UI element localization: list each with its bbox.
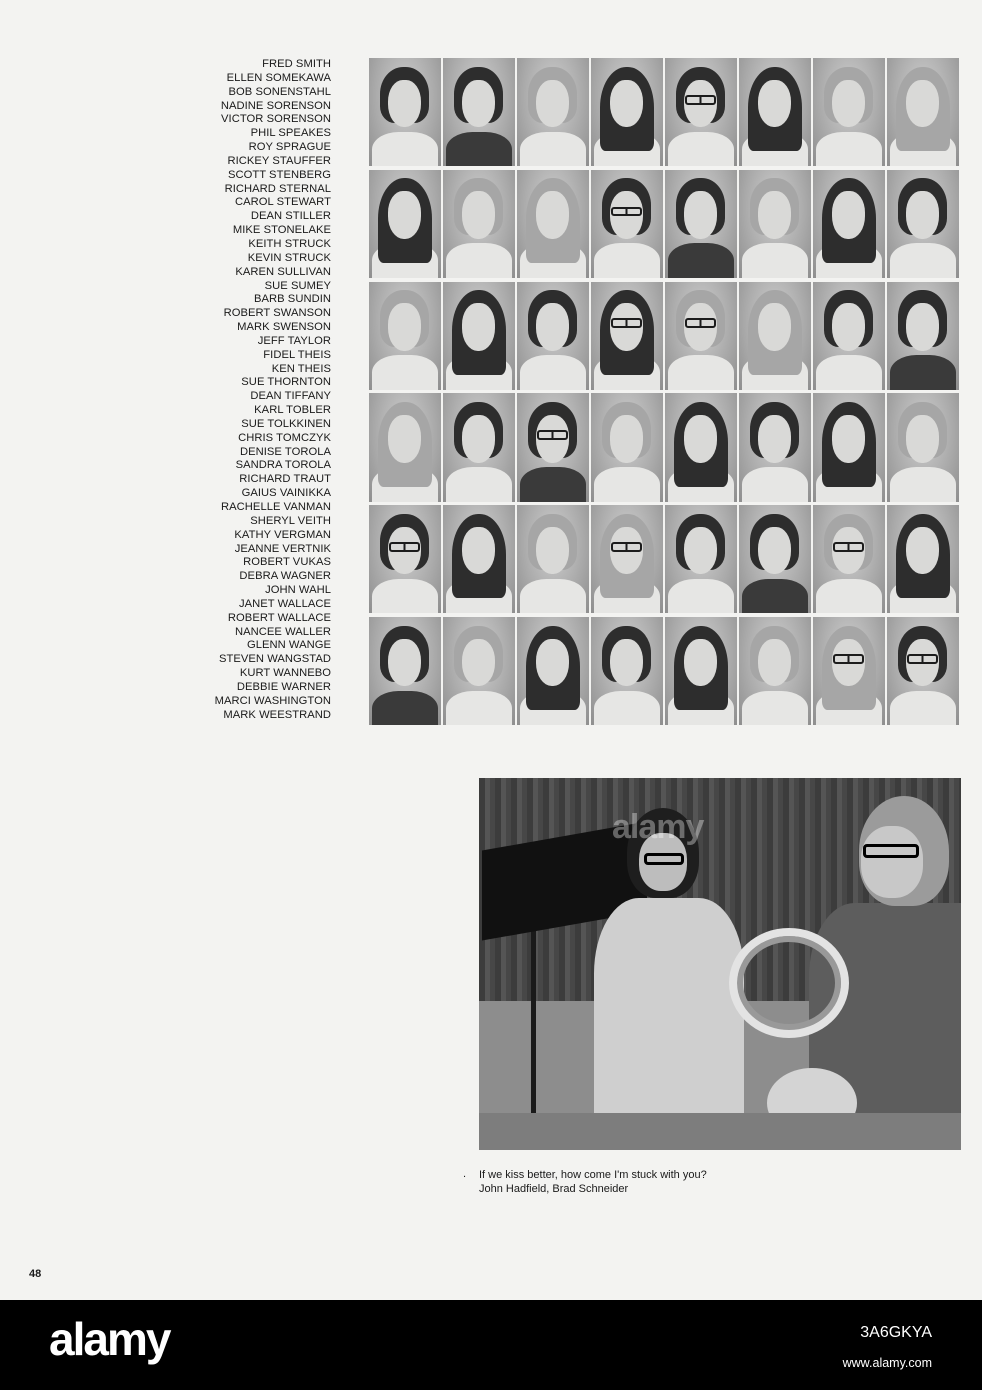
student-portrait: [813, 617, 885, 725]
table: [479, 1113, 961, 1150]
student-name: SUE SUMEY: [264, 279, 331, 292]
student-portrait: [813, 170, 885, 278]
student-name: VICTOR SORENSON: [221, 113, 331, 126]
site-url: www.alamy.com: [842, 1356, 932, 1370]
portrait-face: [832, 191, 865, 239]
stock-banner: [0, 1300, 982, 1390]
student-portrait: [443, 505, 515, 613]
student-name: ROBERT SWANSON: [223, 307, 331, 320]
student-name: DEAN TIFFANY: [250, 390, 331, 403]
student-name: KEVIN STRUCK: [247, 251, 331, 264]
portrait-face: [906, 303, 939, 351]
student-portrait: [443, 58, 515, 166]
student-portrait: [591, 170, 663, 278]
french-horn: [729, 928, 849, 1038]
portrait-body: [594, 691, 660, 726]
portrait-face: [906, 80, 939, 128]
alamy-logo: alamy: [49, 1313, 170, 1365]
student-name: KARL TOBLER: [254, 404, 331, 417]
portrait-body: [372, 691, 438, 726]
student-portrait: [443, 393, 515, 501]
portrait-face: [906, 415, 939, 463]
student-portrait: [591, 58, 663, 166]
portrait-body: [890, 243, 956, 278]
student-portrait: [369, 617, 441, 725]
student-portrait: [591, 282, 663, 390]
student-name-list: [150, 58, 331, 723]
portrait-face: [388, 303, 421, 351]
student-name: MIKE STONELAKE: [232, 224, 331, 237]
student-portrait: [887, 282, 959, 390]
portrait-body: [372, 132, 438, 167]
student-portrait: [517, 58, 589, 166]
portrait-body: [594, 467, 660, 502]
student-portrait: [813, 393, 885, 501]
portrait-body: [520, 355, 586, 390]
student-name: KEITH STRUCK: [248, 237, 331, 250]
student-name: STEVEN WANGSTAD: [218, 653, 331, 666]
portrait-face: [684, 527, 717, 575]
portrait-body: [816, 355, 882, 390]
student-name: RACHELLE VANMAN: [221, 501, 331, 513]
student-name: BOB SONENSTAHL: [228, 85, 331, 98]
candid-photo-french-horn: [479, 778, 961, 1150]
student-portrait: [517, 617, 589, 725]
student-name: DEBBIE WARNER: [236, 680, 331, 693]
student-portrait: [887, 505, 959, 613]
portrait-face: [832, 303, 865, 351]
portrait-body: [372, 579, 438, 614]
portrait-face: [388, 191, 421, 239]
portrait-glasses: [833, 654, 864, 664]
portrait-body: [372, 355, 438, 390]
student-portrait: [591, 505, 663, 613]
student-name: CAROL STEWART: [235, 196, 331, 209]
student-name: DEBRA WAGNER: [239, 570, 331, 583]
student-name: SANDRA TOROLA: [235, 459, 331, 472]
portrait-face: [536, 303, 569, 351]
caption-credits: John Hadfield, Brad Schneider: [479, 1183, 629, 1195]
portrait-face: [758, 191, 791, 239]
portrait-face: [462, 415, 495, 463]
student-portrait: [665, 617, 737, 725]
portrait-face: [684, 639, 717, 687]
student-portrait: [443, 617, 515, 725]
student-portrait: [517, 282, 589, 390]
portrait-face: [758, 80, 791, 128]
student-name: RICKEY STAUFFER: [227, 154, 331, 167]
student-portrait: [665, 170, 737, 278]
student-portrait: [369, 282, 441, 390]
portrait-body: [742, 579, 808, 614]
portrait-body: [520, 579, 586, 614]
student-portrait: [665, 282, 737, 390]
photo-caption: [479, 1168, 949, 1196]
student-name: CHRIS TOMCZYK: [238, 431, 331, 444]
student-portrait: [739, 170, 811, 278]
portrait-body: [594, 243, 660, 278]
student-portrait: [887, 58, 959, 166]
student-portrait: [517, 170, 589, 278]
portrait-face: [610, 80, 643, 128]
student-left-glasses: [644, 853, 684, 865]
portrait-glasses: [389, 542, 420, 552]
student-portrait: [739, 505, 811, 613]
portrait-body: [446, 243, 512, 278]
portrait-face: [462, 303, 495, 351]
student-name: SCOTT STENBERG: [227, 168, 331, 181]
portrait-glasses: [611, 542, 642, 552]
student-name: NADINE SORENSON: [220, 99, 331, 112]
student-portrait: [369, 393, 441, 501]
student-name: KEN THEIS: [271, 362, 331, 375]
portrait-body: [668, 355, 734, 390]
portrait-glasses: [685, 318, 716, 328]
student-portrait: [369, 170, 441, 278]
student-portrait: [443, 282, 515, 390]
portrait-face: [758, 415, 791, 463]
student-name: JEFF TAYLOR: [257, 334, 331, 347]
student-name: MARCI WASHINGTON: [214, 694, 331, 707]
portrait-face: [758, 303, 791, 351]
portrait-face: [906, 191, 939, 239]
portrait-glasses: [611, 207, 642, 217]
portrait-body: [668, 132, 734, 167]
portrait-body: [446, 691, 512, 726]
student-name: JANET WALLACE: [238, 597, 331, 610]
portrait-face: [610, 415, 643, 463]
student-portrait: [813, 505, 885, 613]
portrait-face: [536, 639, 569, 687]
student-portrait: [665, 58, 737, 166]
portrait-body: [742, 243, 808, 278]
portrait-face: [832, 80, 865, 128]
portrait-body: [668, 579, 734, 614]
portrait-face: [536, 191, 569, 239]
student-portrait: [739, 282, 811, 390]
student-name: ROY SPRAGUE: [248, 141, 331, 154]
portrait-face: [684, 191, 717, 239]
student-name: GAIUS VAINIKKA: [241, 487, 331, 500]
student-portrait: [813, 58, 885, 166]
student-name: NANCEE WALLER: [235, 625, 331, 638]
portrait-body: [742, 467, 808, 502]
student-name: RICHARD STERNAL: [224, 182, 331, 195]
portrait-body: [890, 467, 956, 502]
student-portrait: [739, 393, 811, 501]
student-name: DENISE TOROLA: [239, 445, 331, 458]
student-portrait: [739, 58, 811, 166]
portrait-glasses: [537, 430, 568, 440]
portrait-face: [462, 80, 495, 128]
student-name: RICHARD TRAUT: [239, 473, 331, 486]
student-name: KATHY VERGMAN: [234, 528, 331, 541]
student-name: FRED SMITH: [262, 58, 331, 70]
student-name: BARB SUNDIN: [253, 293, 331, 306]
student-portrait: [517, 505, 589, 613]
portrait-face: [388, 80, 421, 128]
portrait-face: [536, 80, 569, 128]
portrait-face: [536, 527, 569, 575]
student-name: SHERYL VEITH: [250, 514, 331, 527]
portrait-body: [742, 691, 808, 726]
student-portrait: [591, 617, 663, 725]
image-code: 3A6GKYA: [860, 1324, 932, 1341]
portrait-body: [668, 243, 734, 278]
student-portrait: [813, 282, 885, 390]
student-name: KURT WANNEBO: [239, 667, 331, 680]
student-name: PHIL SPEAKES: [250, 127, 331, 140]
student-right-glasses: [863, 844, 919, 858]
student-portrait: [887, 617, 959, 725]
student-name: MARK SWENSON: [237, 321, 331, 334]
portrait-face: [610, 639, 643, 687]
portrait-body: [816, 132, 882, 167]
student-name: GLENN WANGE: [246, 639, 331, 652]
portrait-body: [446, 132, 512, 167]
portrait-face: [906, 527, 939, 575]
portrait-body: [520, 467, 586, 502]
portrait-grid: [369, 58, 962, 726]
student-name: ELLEN SOMEKAWA: [226, 71, 331, 84]
portrait-body: [446, 467, 512, 502]
student-name: JOHN WAHL: [265, 584, 331, 597]
portrait-glasses: [685, 95, 716, 105]
student-right-face: [861, 826, 923, 898]
student-portrait: [887, 393, 959, 501]
portrait-face: [388, 415, 421, 463]
student-name: ROBERT WALLACE: [227, 611, 331, 624]
portrait-face: [758, 639, 791, 687]
portrait-glasses: [833, 542, 864, 552]
caption-bullet: .: [463, 1168, 467, 1180]
student-portrait: [665, 393, 737, 501]
student-portrait: [591, 393, 663, 501]
portrait-face: [684, 415, 717, 463]
portrait-glasses: [611, 318, 642, 328]
caption-quote: If we kiss better, how come I'm stuck with you?: [479, 1169, 707, 1181]
student-name: SUE THORNTON: [241, 376, 331, 389]
student-name: SUE TOLKKINEN: [241, 417, 331, 430]
student-portrait: [443, 170, 515, 278]
student-name: KAREN SULLIVAN: [235, 265, 331, 278]
watermark: alamy: [612, 808, 704, 846]
student-portrait: [369, 505, 441, 613]
student-name: JEANNE VERTNIK: [234, 542, 331, 555]
student-portrait: [369, 58, 441, 166]
portrait-glasses: [907, 654, 938, 664]
portrait-face: [462, 191, 495, 239]
portrait-face: [832, 415, 865, 463]
portrait-body: [890, 691, 956, 726]
portrait-body: [816, 579, 882, 614]
student-portrait: [665, 505, 737, 613]
portrait-face: [462, 527, 495, 575]
portrait-face: [758, 527, 791, 575]
page-number: 48: [29, 1268, 42, 1280]
portrait-face: [388, 639, 421, 687]
student-name: MARK WEESTRAND: [223, 708, 331, 721]
student-name: FIDEL THEIS: [263, 348, 331, 361]
student-name: DEAN STILLER: [250, 210, 331, 223]
student-portrait: [517, 393, 589, 501]
student-portrait: [739, 617, 811, 725]
student-portrait: [887, 170, 959, 278]
student-name: ROBERT VUKAS: [243, 556, 331, 569]
portrait-body: [520, 132, 586, 167]
portrait-face: [462, 639, 495, 687]
portrait-body: [890, 355, 956, 390]
